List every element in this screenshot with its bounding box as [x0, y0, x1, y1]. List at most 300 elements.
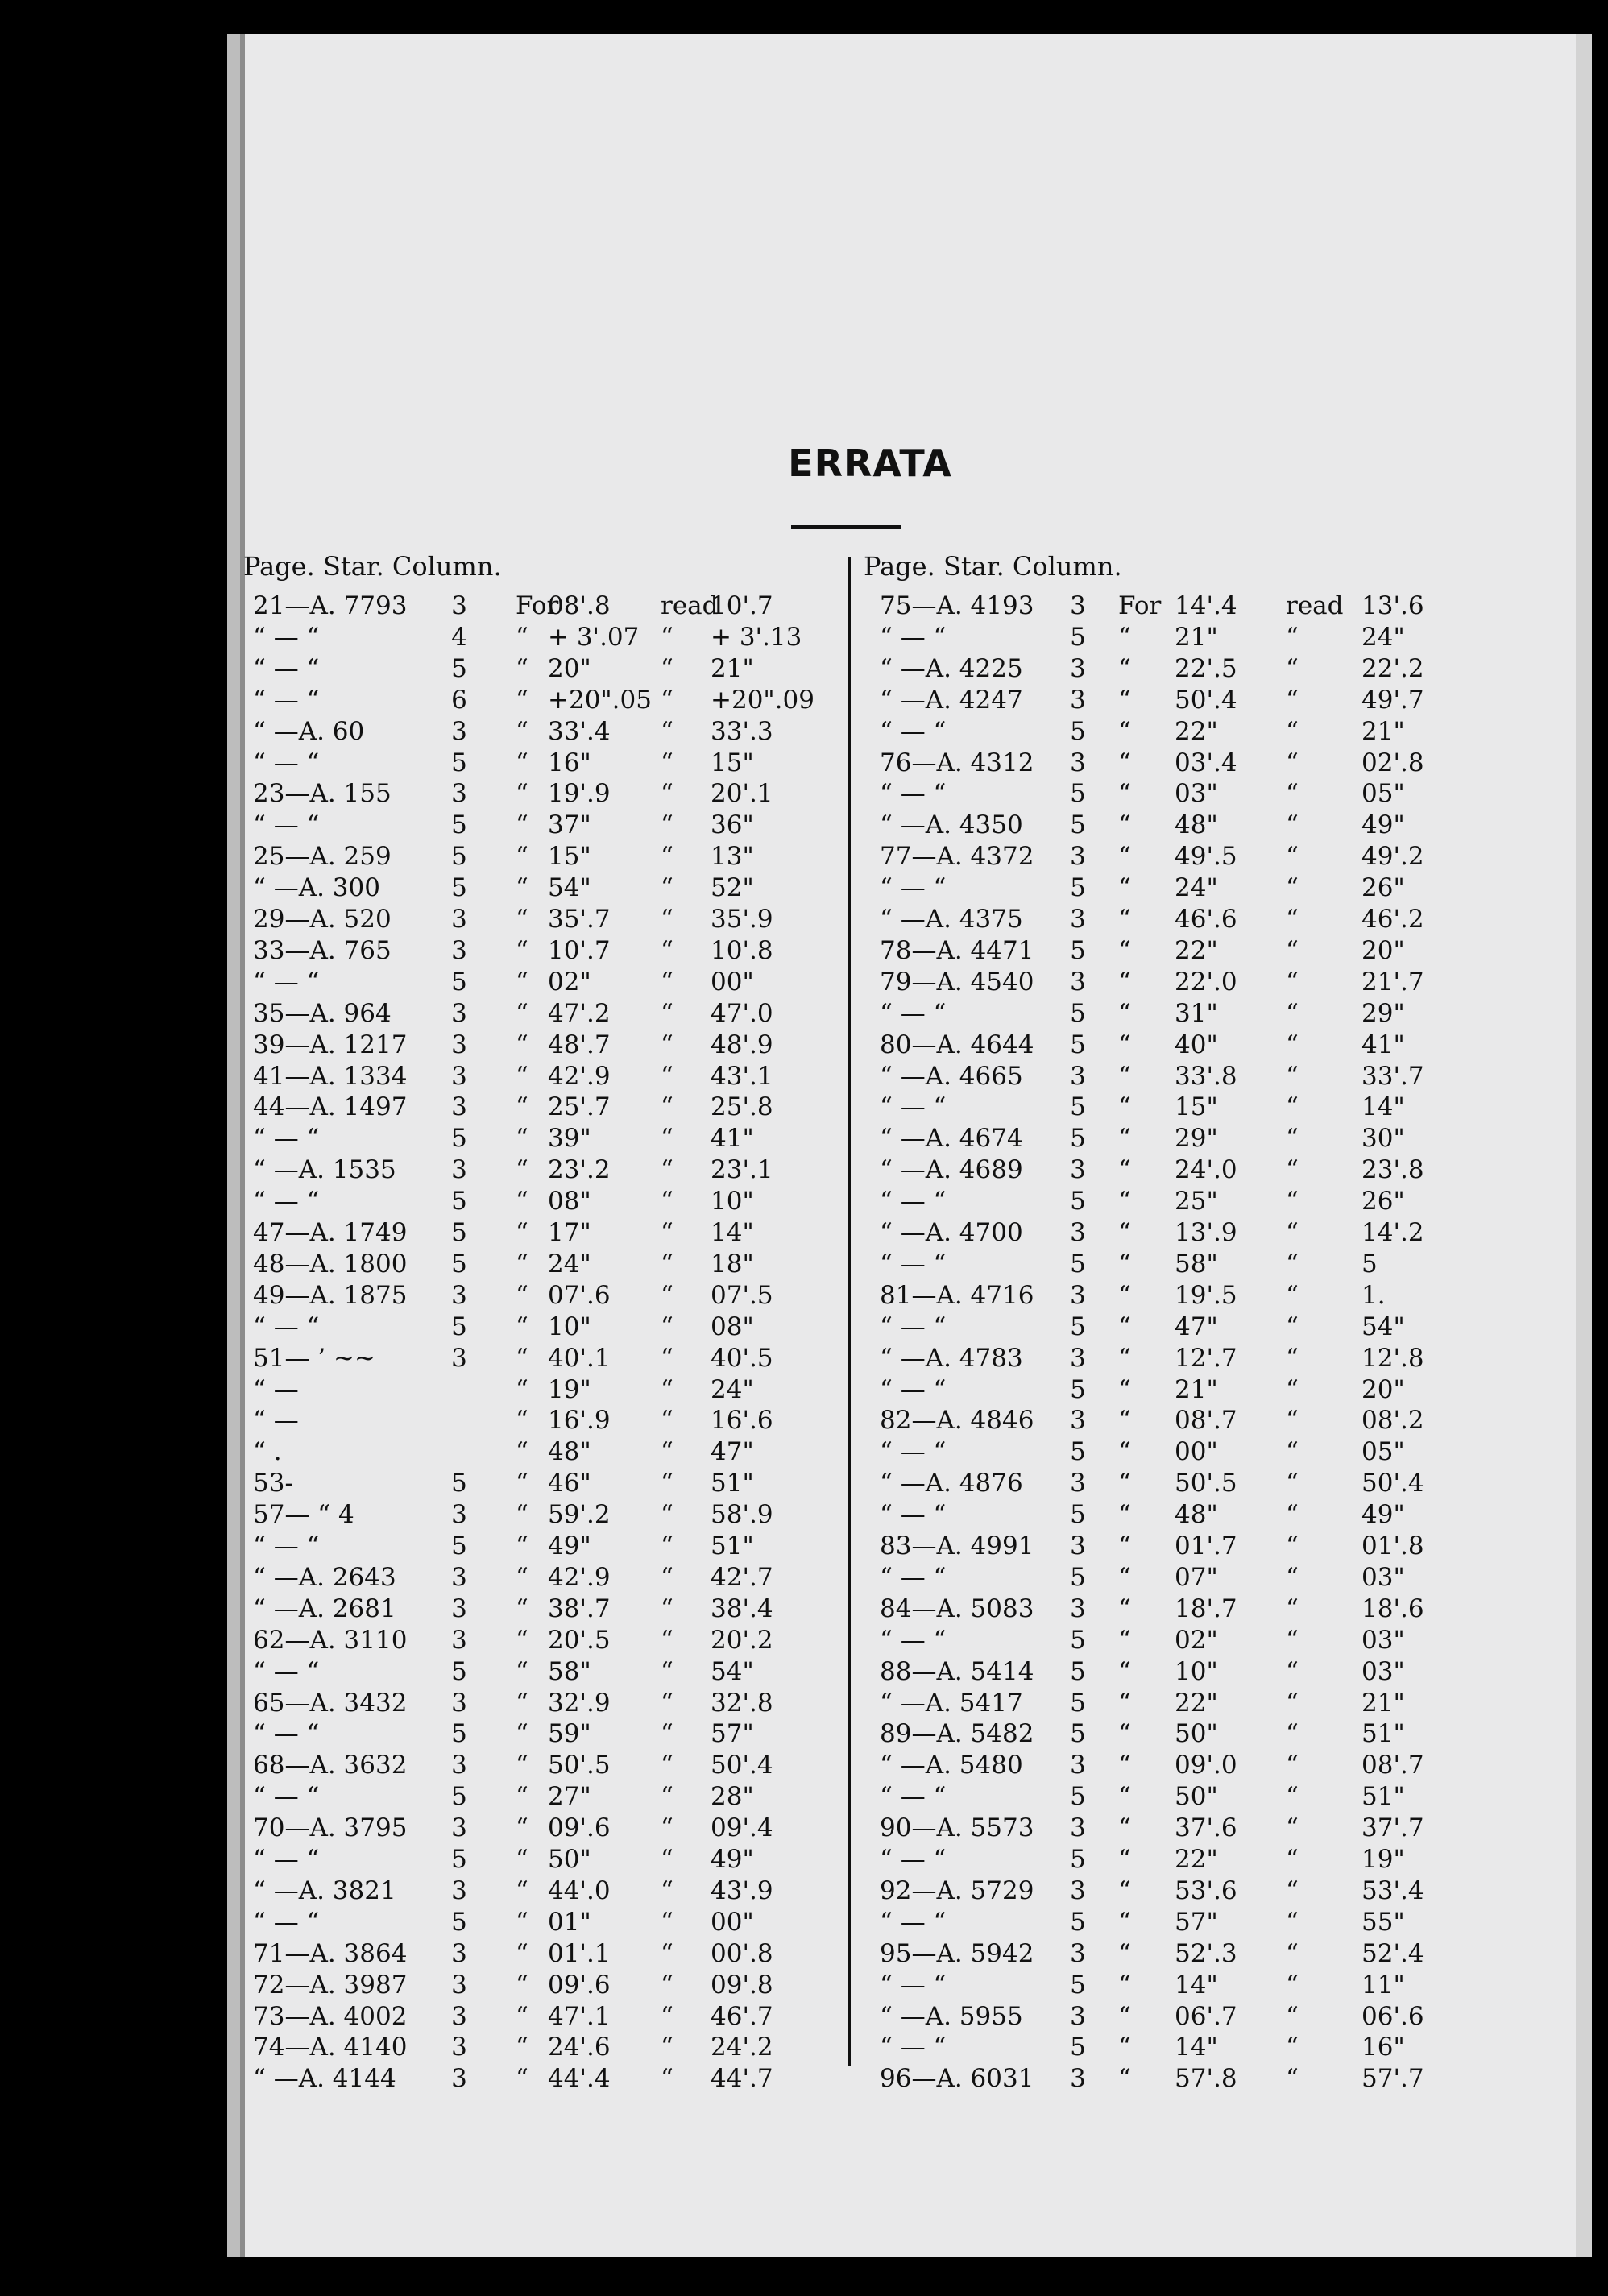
read-label: “: [1286, 1938, 1299, 1968]
new-value: 00": [711, 1907, 754, 1937]
column-number: 3: [451, 1343, 467, 1373]
column-number: 3: [451, 1751, 467, 1780]
errata-row: [243, 1624, 823, 1656]
read-label: “: [1286, 1030, 1299, 1059]
old-value: 22": [1175, 935, 1218, 965]
for-label: “: [1118, 1469, 1131, 1498]
new-value: 24": [1361, 622, 1405, 652]
new-value: 23'.8: [1361, 1155, 1424, 1185]
new-value: 25'.8: [711, 1092, 773, 1122]
old-value: 22": [1175, 716, 1218, 746]
errata-row: [243, 809, 823, 841]
read-label: “: [1286, 2033, 1299, 2062]
old-value: 33'.4: [548, 716, 611, 746]
errata-row: [870, 1498, 1450, 1531]
old-value: 46": [548, 1469, 591, 1498]
new-value: 58'.9: [711, 1500, 773, 1530]
errata-row: [243, 1780, 823, 1813]
errata-row: [870, 1656, 1450, 1688]
page-star-ref: 62—A. 3110: [253, 1625, 408, 1655]
errata-row: [870, 2062, 1450, 2095]
new-value: 06'.6: [1361, 2001, 1424, 2031]
page-star-ref: 79—A. 4540: [880, 967, 1034, 997]
column-number: 5: [1070, 1124, 1086, 1154]
column-number: 5: [451, 1719, 467, 1749]
old-value: 14'.4: [1175, 591, 1237, 620]
new-value: 09'.4: [711, 1813, 773, 1843]
new-value: 33'.7: [1361, 1061, 1424, 1091]
errata-row: [243, 1530, 823, 1562]
read-label: “: [661, 1907, 673, 1937]
column-number: 3: [451, 1875, 467, 1905]
errata-row: [870, 777, 1450, 810]
errata-row: [243, 1122, 823, 1154]
for-label: “: [516, 1218, 528, 1247]
new-value: 37'.7: [1361, 1813, 1424, 1843]
old-value: 42'.9: [548, 1562, 611, 1592]
old-value: 50": [548, 1845, 591, 1874]
page-star-ref: “ — “: [880, 1782, 947, 1812]
page-star-ref: 80—A. 4644: [880, 1030, 1034, 1059]
new-value: 49": [711, 1845, 754, 1874]
errata-row: [870, 1436, 1450, 1468]
column-number: 5: [451, 653, 467, 683]
column-number: 3: [1070, 967, 1086, 997]
title-rule: [791, 525, 901, 529]
new-value: 49'.7: [1361, 685, 1424, 715]
page-star-ref: 95—A. 5942: [880, 1938, 1034, 1968]
for-label: “: [516, 1437, 528, 1467]
read-label: “: [1286, 1124, 1299, 1154]
for-label: “: [516, 1187, 528, 1216]
for-label: For: [516, 591, 559, 620]
page-star-ref: 41—A. 1334: [253, 1061, 408, 1091]
errata-row: [243, 2031, 823, 2063]
read-label: “: [1286, 1751, 1299, 1780]
new-value: 46'.7: [711, 2001, 773, 2031]
for-label: “: [1118, 1845, 1131, 1874]
old-value: 53'.6: [1175, 1875, 1237, 1905]
new-value: 01'.8: [1361, 1531, 1424, 1560]
for-label: “: [516, 1625, 528, 1655]
for-label: “: [516, 1594, 528, 1623]
read-label: “: [1286, 1970, 1299, 2000]
read-label: “: [1286, 1845, 1299, 1874]
for-label: “: [1118, 1092, 1131, 1122]
page-star-ref: 21—A. 7793: [253, 591, 408, 620]
errata-row: [870, 1938, 1450, 1970]
old-value: 22": [1175, 1688, 1218, 1718]
old-value: 47'.1: [548, 2001, 611, 2031]
errata-row: [870, 1185, 1450, 1217]
column-number: 5: [1070, 998, 1086, 1028]
new-value: 12'.8: [1361, 1343, 1424, 1373]
read-label: “: [1286, 2064, 1299, 2094]
read-label: “: [661, 1280, 673, 1310]
new-value: 54": [1361, 1312, 1405, 1341]
for-label: “: [516, 1531, 528, 1560]
old-value: 09'.0: [1175, 1751, 1237, 1780]
old-value: 02": [548, 967, 591, 997]
page-star-ref: “ —A. 60: [253, 716, 365, 746]
new-value: 49'.2: [1361, 842, 1424, 872]
column-number: 5: [1070, 1500, 1086, 1530]
for-label: “: [516, 967, 528, 997]
page-star-ref: 25—A. 259: [253, 842, 392, 872]
for-label: “: [516, 2033, 528, 2062]
for-label: “: [1118, 935, 1131, 965]
for-label: “: [516, 1406, 528, 1436]
for-label: “: [1118, 967, 1131, 997]
old-value: 50'.5: [1175, 1469, 1237, 1498]
old-value: 02": [1175, 1625, 1218, 1655]
errata-row: [870, 1624, 1450, 1656]
column-number: 5: [451, 1469, 467, 1498]
new-value: 11": [1361, 1970, 1405, 2000]
old-value: 38'.7: [548, 1594, 611, 1623]
new-value: 1.: [1361, 1280, 1386, 1310]
read-label: “: [661, 2033, 673, 2062]
errata-row: [243, 653, 823, 685]
errata-row: [243, 1154, 823, 1186]
for-label: “: [1118, 1437, 1131, 1467]
read-label: “: [661, 1312, 673, 1341]
for-label: “: [1118, 1813, 1131, 1843]
page-star-ref: 88—A. 5414: [880, 1656, 1034, 1686]
page-star-ref: “ — “: [253, 1124, 320, 1154]
for-label: “: [1118, 1782, 1131, 1812]
errata-row: [870, 872, 1450, 904]
column-number: 5: [451, 967, 467, 997]
new-value: 40'.5: [711, 1343, 773, 1373]
for-label: “: [1118, 1030, 1131, 1059]
page-star-ref: “ — “: [253, 1656, 320, 1686]
for-label: “: [516, 1343, 528, 1373]
for-label: “: [516, 1938, 528, 1968]
read-label: “: [661, 2064, 673, 2094]
for-label: “: [516, 935, 528, 965]
column-number: 5: [451, 748, 467, 777]
column-number: 5: [451, 873, 467, 903]
column-number: 3: [1070, 1343, 1086, 1373]
new-value: 5: [1361, 1249, 1378, 1279]
column-number: 5: [1070, 1030, 1086, 1059]
read-label: “: [661, 1092, 673, 1122]
page-star-ref: “ — “: [880, 1845, 947, 1874]
for-label: “: [516, 1312, 528, 1341]
read-label: “: [661, 653, 673, 683]
errata-row: [870, 1404, 1450, 1436]
old-value: 50'.5: [548, 1751, 611, 1780]
for-label: “: [516, 1656, 528, 1686]
for-label: “: [1118, 716, 1131, 746]
for-label: “: [1118, 1531, 1131, 1560]
read-label: “: [661, 1061, 673, 1091]
for-label: “: [1118, 1688, 1131, 1718]
column-number: 5: [1070, 1845, 1086, 1874]
new-value: 51": [1361, 1719, 1405, 1749]
read-label: “: [1286, 998, 1299, 1028]
old-value: 48": [1175, 810, 1218, 840]
read-label: “: [1286, 1155, 1299, 1185]
read-label: “: [1286, 967, 1299, 997]
errata-row: [870, 1122, 1450, 1154]
for-label: “: [1118, 905, 1131, 934]
for-label: “: [516, 1124, 528, 1154]
old-value: 09'.6: [548, 1970, 611, 2000]
new-value: 02'.8: [1361, 748, 1424, 777]
read-label: “: [661, 779, 673, 809]
read-label: “: [1286, 1688, 1299, 1718]
column-number: 5: [451, 1187, 467, 1216]
column-number: 3: [1070, 842, 1086, 872]
errata-row: [243, 1091, 823, 1123]
old-value: 29": [1175, 1124, 1218, 1154]
read-label: “: [1286, 1406, 1299, 1436]
read-label: “: [661, 935, 673, 965]
for-label: “: [1118, 653, 1131, 683]
page-star-ref: 82—A. 4846: [880, 1406, 1034, 1436]
column-number: 5: [1070, 873, 1086, 903]
errata-row: [243, 997, 823, 1030]
for-label: “: [516, 810, 528, 840]
old-value: 21": [1175, 1374, 1218, 1404]
for-label: “: [516, 1845, 528, 1874]
old-value: +20".05: [548, 685, 652, 715]
errata-row: [243, 1561, 823, 1594]
for-label: “: [516, 1719, 528, 1749]
errata-row: [870, 1687, 1450, 1719]
new-value: 46'.2: [1361, 905, 1424, 934]
new-value: 16'.6: [711, 1406, 773, 1436]
column-number: 3: [451, 1970, 467, 2000]
old-value: 32'.9: [548, 1688, 611, 1718]
column-number: 3: [1070, 1531, 1086, 1560]
for-label: “: [1118, 2064, 1131, 2094]
new-value: 20'.1: [711, 779, 773, 809]
new-value: 43'.1: [711, 1061, 773, 1091]
column-number: 3: [1070, 1938, 1086, 1968]
for-label: “: [516, 1374, 528, 1404]
new-value: 03": [1361, 1562, 1405, 1592]
errata-row: [243, 684, 823, 716]
old-value: 44'.0: [548, 1875, 611, 1905]
column-number: 5: [1070, 2033, 1086, 2062]
page-star-ref: “ — “: [880, 1187, 947, 1216]
new-value: 14": [1361, 1092, 1405, 1122]
for-label: “: [516, 653, 528, 683]
column-number: 3: [1070, 748, 1086, 777]
old-value: 20": [548, 653, 591, 683]
page-star-ref: “ — “: [253, 810, 320, 840]
errata-row: [243, 1843, 823, 1875]
new-value: 07'.5: [711, 1280, 773, 1310]
old-value: 46'.6: [1175, 905, 1237, 934]
new-value: 51": [1361, 1782, 1405, 1812]
old-value: 57'.8: [1175, 2064, 1237, 2094]
read-label: “: [661, 1970, 673, 2000]
errata-row: [870, 653, 1450, 685]
page-star-ref: “ — “: [880, 779, 947, 809]
old-value: 35'.7: [548, 905, 611, 934]
new-value: 26": [1361, 1187, 1405, 1216]
old-value: 22'.0: [1175, 967, 1237, 997]
read-label: “: [661, 748, 673, 777]
read-label: “: [1286, 1719, 1299, 1749]
column-number: 5: [1070, 1782, 1086, 1812]
for-label: “: [516, 1155, 528, 1185]
errata-row: [243, 1248, 823, 1280]
read-label: “: [1286, 1092, 1299, 1122]
new-value: 23'.1: [711, 1155, 773, 1185]
new-value: 50'.4: [1361, 1469, 1424, 1498]
page-star-ref: 57— “ 4: [253, 1500, 354, 1530]
new-value: 33'.3: [711, 716, 773, 746]
old-value: 07'.6: [548, 1280, 611, 1310]
errata-row: [243, 1279, 823, 1312]
for-label: “: [516, 998, 528, 1028]
old-value: 40": [1175, 1030, 1218, 1059]
read-label: “: [1286, 622, 1299, 652]
for-label: “: [1118, 1970, 1131, 2000]
read-label: “: [661, 1249, 673, 1279]
for-label: “: [516, 779, 528, 809]
old-value: 25'.7: [548, 1092, 611, 1122]
new-value: 20": [1361, 1374, 1405, 1404]
column-number: 5: [1070, 1187, 1086, 1216]
for-label: “: [1118, 1875, 1131, 1905]
errata-row: [243, 1938, 823, 1970]
errata-row: [870, 715, 1450, 748]
read-label: “: [1286, 1813, 1299, 1843]
read-label: read: [661, 591, 719, 620]
page-star-ref: “ .: [253, 1437, 282, 1467]
page-edge: [1576, 34, 1592, 2257]
old-value: 12'.7: [1175, 1343, 1237, 1373]
column-number: 5: [1070, 1625, 1086, 1655]
new-value: 10": [711, 1187, 754, 1216]
old-value: 08'.7: [1175, 1406, 1237, 1436]
page-star-ref: 96—A. 6031: [880, 2064, 1034, 2094]
page-star-ref: “ —A. 3821: [253, 1875, 396, 1905]
new-value: 52": [711, 873, 754, 903]
page-star-ref: “ — “: [880, 873, 947, 903]
page-star-ref: “ — “: [880, 1625, 947, 1655]
page-star-ref: “ — “: [880, 998, 947, 1028]
page-star-ref: 23—A. 155: [253, 779, 392, 809]
page-star-ref: “ —A. 4144: [253, 2064, 396, 2094]
page-star-ref: “ —A. 4350: [880, 810, 1023, 840]
errata-row: [243, 935, 823, 967]
for-label: “: [1118, 1594, 1131, 1623]
new-value: 21": [1361, 1688, 1405, 1718]
page-star-ref: 48—A. 1800: [253, 1249, 408, 1279]
column-number: 3: [1070, 1813, 1086, 1843]
page-star-ref: “ —: [253, 1374, 299, 1404]
new-value: 57": [711, 1719, 754, 1749]
new-value: 00'.8: [711, 1938, 773, 1968]
for-label: “: [1118, 873, 1131, 903]
read-label: “: [661, 1406, 673, 1436]
column-number: 5: [1070, 1562, 1086, 1592]
read-label: “: [661, 1155, 673, 1185]
old-value: 01'.1: [548, 1938, 611, 1968]
for-label: “: [516, 1280, 528, 1310]
old-value: 24": [548, 1249, 591, 1279]
old-value: 57": [1175, 1907, 1218, 1937]
errata-row: [870, 1467, 1450, 1499]
for-label: “: [1118, 1312, 1131, 1341]
page-star-ref: “ —A. 4783: [880, 1343, 1023, 1373]
read-label: “: [1286, 1907, 1299, 1937]
errata-row: [870, 1374, 1450, 1406]
column-number: 5: [451, 1312, 467, 1341]
errata-row: [243, 1029, 823, 1061]
page-star-ref: 71—A. 3864: [253, 1938, 408, 1968]
page-star-ref: 77—A. 4372: [880, 842, 1034, 872]
old-value: 58": [1175, 1249, 1218, 1279]
read-label: “: [661, 1782, 673, 1812]
column-number: 3: [451, 935, 467, 965]
old-value: 58": [548, 1656, 591, 1686]
page-star-ref: 53-: [253, 1469, 293, 1498]
read-label: “: [1286, 1875, 1299, 1905]
old-value: 15": [1175, 1092, 1218, 1122]
for-label: “: [1118, 1625, 1131, 1655]
new-value: 05": [1361, 779, 1405, 809]
column-number: 5: [1070, 1688, 1086, 1718]
column-number: 3: [451, 779, 467, 809]
column-number: 5: [1070, 1249, 1086, 1279]
column-number: 4: [451, 622, 467, 652]
for-label: “: [1118, 1155, 1131, 1185]
read-label: “: [661, 1374, 673, 1404]
new-value: 49": [1361, 810, 1405, 840]
new-value: 09'.8: [711, 1970, 773, 2000]
old-value: 00": [1175, 1437, 1218, 1467]
page-star-ref: “ — “: [253, 1907, 320, 1937]
new-value: 26": [1361, 873, 1405, 903]
column-number: 3: [451, 1813, 467, 1843]
page-star-ref: “ — “: [253, 748, 320, 777]
errata-row: [870, 590, 1450, 622]
read-label: “: [661, 1813, 673, 1843]
new-value: 08'.7: [1361, 1751, 1424, 1780]
page-star-ref: 75—A. 4193: [880, 591, 1034, 620]
errata-row: [870, 1342, 1450, 1374]
page-star-ref: “ — “: [880, 1437, 947, 1467]
page-star-ref: “ — “: [880, 1312, 947, 1341]
read-label: “: [661, 1656, 673, 1686]
errata-row: [243, 1311, 823, 1343]
new-value: 51": [711, 1469, 754, 1498]
column-number: 3: [451, 1061, 467, 1091]
errata-row: [243, 2062, 823, 2095]
old-value: 19'.9: [548, 779, 611, 809]
page-star-ref: 72—A. 3987: [253, 1970, 408, 2000]
page-star-ref: 47—A. 1749: [253, 1218, 408, 1247]
read-label: “: [1286, 1625, 1299, 1655]
page-star-ref: “ — “: [253, 967, 320, 997]
new-value: 54": [711, 1656, 754, 1686]
for-label: “: [516, 1061, 528, 1091]
old-value: 08'.8: [548, 591, 611, 620]
column-number: 3: [1070, 1218, 1086, 1247]
new-value: 41": [1361, 1030, 1405, 1059]
old-value: 48": [548, 1437, 591, 1467]
for-label: “: [516, 622, 528, 652]
column-number: 3: [451, 1030, 467, 1059]
